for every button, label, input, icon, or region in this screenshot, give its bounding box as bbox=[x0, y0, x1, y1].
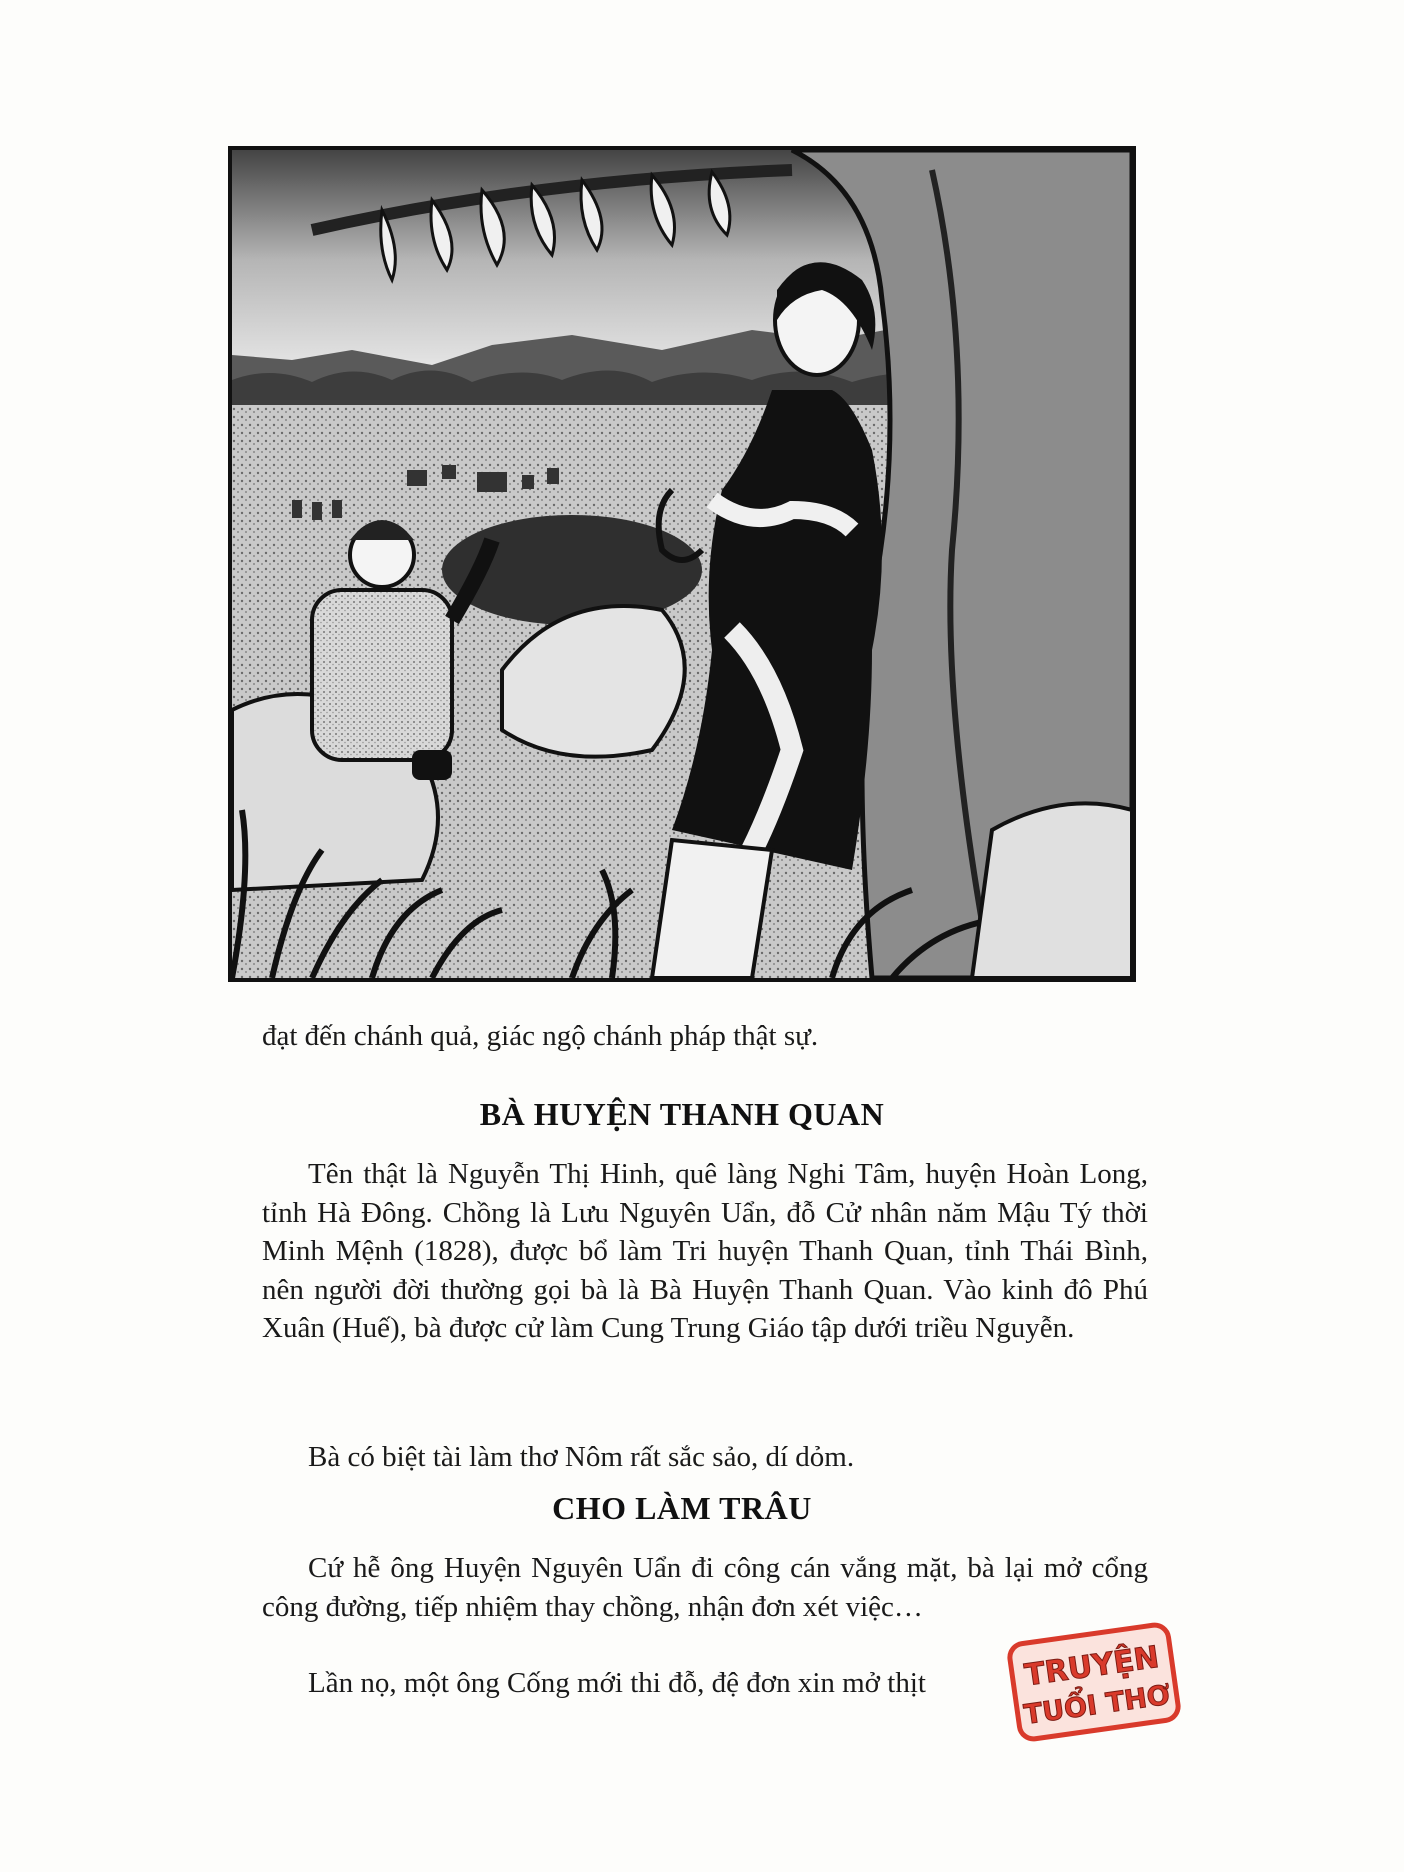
paragraph-story-continued: Lần nọ, một ông Cống mới thi đỗ, đệ đơn xin mở thịt bbox=[308, 1667, 926, 1699]
section-title-cho-lam-trau: CHO LÀM TRÂU bbox=[552, 1490, 812, 1526]
watermark-logo bbox=[1004, 1619, 1185, 1745]
paragraph-biography: Tên thật là Nguyễn Thị Hinh, quê làng Nghi Tâm, huyện Hoàn Long, tỉnh Hà Đông. Chồng là Lưu Nguyên Uẩn, đỗ Cử nhân năm Mậu Tý thời Minh Mệnh (1828), được bổ làm Tri huyện Thanh Quan, tỉnh Thái Bình, nên người đời thường gọi bà là Bà Huyện Thanh Quan. Vào kinh đô Phú Xuân (Huế), bà được cử làm Cung Trung Giáo tập dưới triều Nguyễn. bbox=[262, 1158, 1148, 1345]
paragraph-story-start: Cứ hễ ông Huyện Nguyên Uẩn đi công cán vắng mặt, bà lại mở cổng công đường, tiếp nhiệm thay chồng, nhận đơn xét việc… bbox=[262, 1552, 1148, 1623]
section-title-ba-huyen-thanh-quan: BÀ HUYỆN THANH QUAN bbox=[479, 1096, 885, 1132]
rock-right bbox=[972, 803, 1132, 978]
paragraph-talent: Bà có biệt tài làm thơ Nôm rất sắc sảo, dí dỏm. bbox=[308, 1441, 855, 1473]
illustration-artwork bbox=[232, 150, 1132, 978]
watermark-logo-art bbox=[1004, 1619, 1185, 1745]
intro-line: đạt đến chánh quả, giác ngộ chánh pháp thật sự. bbox=[262, 1020, 819, 1052]
svg-text:TUỔI THƠ: TUỔI THƠ bbox=[1022, 1679, 1173, 1731]
svg-text:TRUYỆN: TRUYỆN bbox=[1022, 1639, 1162, 1694]
story-illustration bbox=[228, 146, 1136, 982]
